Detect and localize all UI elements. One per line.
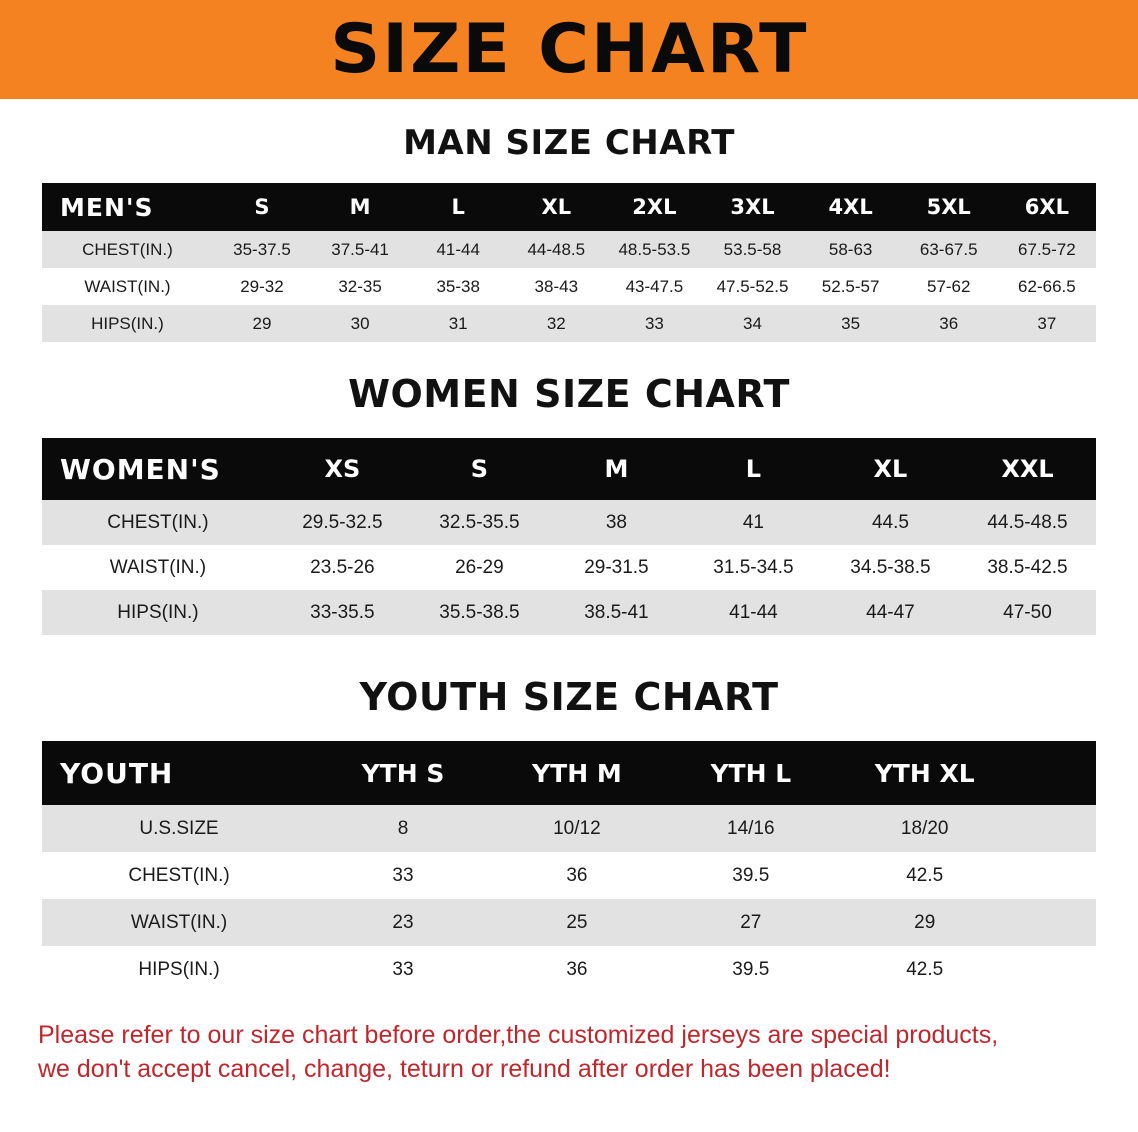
youth-table-body xyxy=(42,805,1096,993)
table-cell: 41-44 xyxy=(409,231,507,268)
table-cell: 32.5-35.5 xyxy=(411,500,548,545)
table-cell: 48.5-53.5 xyxy=(605,231,703,268)
table-cell: 14/16 xyxy=(664,805,838,852)
table-cell: 58-63 xyxy=(802,231,900,268)
row-label: HIPS(IN.) xyxy=(42,946,316,993)
table-cell: 37.5-41 xyxy=(311,231,409,268)
table-cell: 38 xyxy=(548,500,685,545)
page-title: SIZE CHART xyxy=(329,9,809,89)
table-cell: 35.5-38.5 xyxy=(411,590,548,635)
table-cell: 39.5 xyxy=(664,852,838,899)
table-header-row xyxy=(42,741,1096,805)
table-header-row xyxy=(42,438,1096,500)
table-row xyxy=(42,590,1096,635)
youth-section-title: YOUTH SIZE CHART xyxy=(359,675,779,719)
table-row xyxy=(42,805,1096,852)
women-table-head xyxy=(42,438,1096,500)
table-cell: 47.5-52.5 xyxy=(703,268,801,305)
table-cell: 35-38 xyxy=(409,268,507,305)
table-cell: 37 xyxy=(998,305,1096,342)
table-cell: 34.5-38.5 xyxy=(822,545,959,590)
table-cell: 42.5 xyxy=(838,852,1012,899)
table-cell: 41 xyxy=(685,500,822,545)
disclaimer-line-1: Please refer to our size chart before order,the customized jerseys are special products, xyxy=(38,1021,999,1049)
table-row xyxy=(42,946,1096,993)
table-cell: 33 xyxy=(605,305,703,342)
table-cell: 44.5-48.5 xyxy=(959,500,1096,545)
table-cell: 38.5-42.5 xyxy=(959,545,1096,590)
man-size-header: 6XL xyxy=(998,183,1096,231)
row-label: HIPS(IN.) xyxy=(42,305,213,342)
row-label: CHEST(IN.) xyxy=(42,852,316,899)
table-cell: 63-67.5 xyxy=(900,231,998,268)
table-cell: 42.5 xyxy=(838,946,1012,993)
women-size-header: M xyxy=(548,438,685,500)
man-table-body xyxy=(42,231,1096,342)
disclaimer-line-2: we don't accept cancel, change, teturn or refund after order has been placed! xyxy=(38,1054,891,1083)
man-size-table xyxy=(42,183,1096,342)
man-size-header: 2XL xyxy=(605,183,703,231)
man-table-wrap xyxy=(42,183,1096,342)
row-label: HIPS(IN.) xyxy=(42,590,274,635)
table-cell: 44-47 xyxy=(822,590,959,635)
row-label: WAIST(IN.) xyxy=(42,545,274,590)
table-cell: 23 xyxy=(316,899,490,946)
table-cell: 18/20 xyxy=(838,805,1012,852)
table-cell: 29-31.5 xyxy=(548,545,685,590)
table-cell: 38-43 xyxy=(507,268,605,305)
table-cell-spacer xyxy=(1012,805,1096,852)
table-cell-spacer xyxy=(1012,946,1096,993)
table-cell: 67.5-72 xyxy=(998,231,1096,268)
youth-table-head xyxy=(42,741,1096,805)
table-cell: 62-66.5 xyxy=(998,268,1096,305)
women-header-label: WOMEN'S xyxy=(42,438,274,500)
table-cell: 36 xyxy=(490,852,664,899)
table-cell: 36 xyxy=(490,946,664,993)
women-size-header: XXL xyxy=(959,438,1096,500)
table-row xyxy=(42,545,1096,590)
youth-size-header: YTH L xyxy=(664,741,838,805)
table-cell: 53.5-58 xyxy=(703,231,801,268)
table-cell-spacer xyxy=(1012,852,1096,899)
row-label: CHEST(IN.) xyxy=(42,231,213,268)
table-cell: 29 xyxy=(213,305,311,342)
youth-size-table xyxy=(42,741,1096,993)
man-size-header: L xyxy=(409,183,507,231)
table-row xyxy=(42,268,1096,305)
table-cell: 38.5-41 xyxy=(548,590,685,635)
table-header-row xyxy=(42,183,1096,231)
page-banner xyxy=(0,0,1138,99)
table-cell: 44-48.5 xyxy=(507,231,605,268)
table-cell: 27 xyxy=(664,899,838,946)
table-cell: 26-29 xyxy=(411,545,548,590)
table-cell: 34 xyxy=(703,305,801,342)
table-cell: 52.5-57 xyxy=(802,268,900,305)
row-label: CHEST(IN.) xyxy=(42,500,274,545)
table-cell: 23.5-26 xyxy=(274,545,411,590)
table-cell: 43-47.5 xyxy=(605,268,703,305)
women-size-header: XS xyxy=(274,438,411,500)
youth-table-wrap xyxy=(42,741,1096,993)
table-cell: 32-35 xyxy=(311,268,409,305)
women-size-header: S xyxy=(411,438,548,500)
table-cell: 29.5-32.5 xyxy=(274,500,411,545)
women-size-header: XL xyxy=(822,438,959,500)
row-label: U.S.SIZE xyxy=(42,805,316,852)
youth-header-label: YOUTH xyxy=(42,741,316,805)
table-cell: 32 xyxy=(507,305,605,342)
table-cell: 10/12 xyxy=(490,805,664,852)
man-size-header: S xyxy=(213,183,311,231)
table-cell: 33 xyxy=(316,946,490,993)
table-row xyxy=(42,500,1096,545)
table-cell: 57-62 xyxy=(900,268,998,305)
man-size-header: M xyxy=(311,183,409,231)
table-cell-spacer xyxy=(1012,899,1096,946)
row-label: WAIST(IN.) xyxy=(42,899,316,946)
table-cell: 41-44 xyxy=(685,590,822,635)
table-row xyxy=(42,899,1096,946)
youth-header-spacer xyxy=(1012,741,1096,805)
table-cell: 30 xyxy=(311,305,409,342)
table-cell: 39.5 xyxy=(664,946,838,993)
table-row xyxy=(42,231,1096,268)
table-cell: 29-32 xyxy=(213,268,311,305)
man-size-header: 4XL xyxy=(802,183,900,231)
disclaimer-note xyxy=(38,1019,1100,1087)
table-cell: 31 xyxy=(409,305,507,342)
table-cell: 35 xyxy=(802,305,900,342)
man-section-title: MAN SIZE CHART xyxy=(403,123,735,163)
table-cell: 33 xyxy=(316,852,490,899)
table-cell: 47-50 xyxy=(959,590,1096,635)
table-cell: 25 xyxy=(490,899,664,946)
man-table-head xyxy=(42,183,1096,231)
man-size-header: 3XL xyxy=(703,183,801,231)
women-table-wrap xyxy=(42,438,1096,635)
table-cell: 44.5 xyxy=(822,500,959,545)
women-section-title: WOMEN SIZE CHART xyxy=(348,372,790,416)
man-header-label: MEN'S xyxy=(42,183,213,231)
table-row xyxy=(42,305,1096,342)
row-label: WAIST(IN.) xyxy=(42,268,213,305)
women-size-header: L xyxy=(685,438,822,500)
table-cell: 35-37.5 xyxy=(213,231,311,268)
man-size-header: 5XL xyxy=(900,183,998,231)
youth-size-header: YTH M xyxy=(490,741,664,805)
women-table-body xyxy=(42,500,1096,635)
man-size-header: XL xyxy=(507,183,605,231)
youth-size-header: YTH S xyxy=(316,741,490,805)
table-cell: 31.5-34.5 xyxy=(685,545,822,590)
women-size-table xyxy=(42,438,1096,635)
table-cell: 29 xyxy=(838,899,1012,946)
youth-size-header: YTH XL xyxy=(838,741,1012,805)
table-cell: 36 xyxy=(900,305,998,342)
table-cell: 33-35.5 xyxy=(274,590,411,635)
table-row xyxy=(42,852,1096,899)
table-cell: 8 xyxy=(316,805,490,852)
